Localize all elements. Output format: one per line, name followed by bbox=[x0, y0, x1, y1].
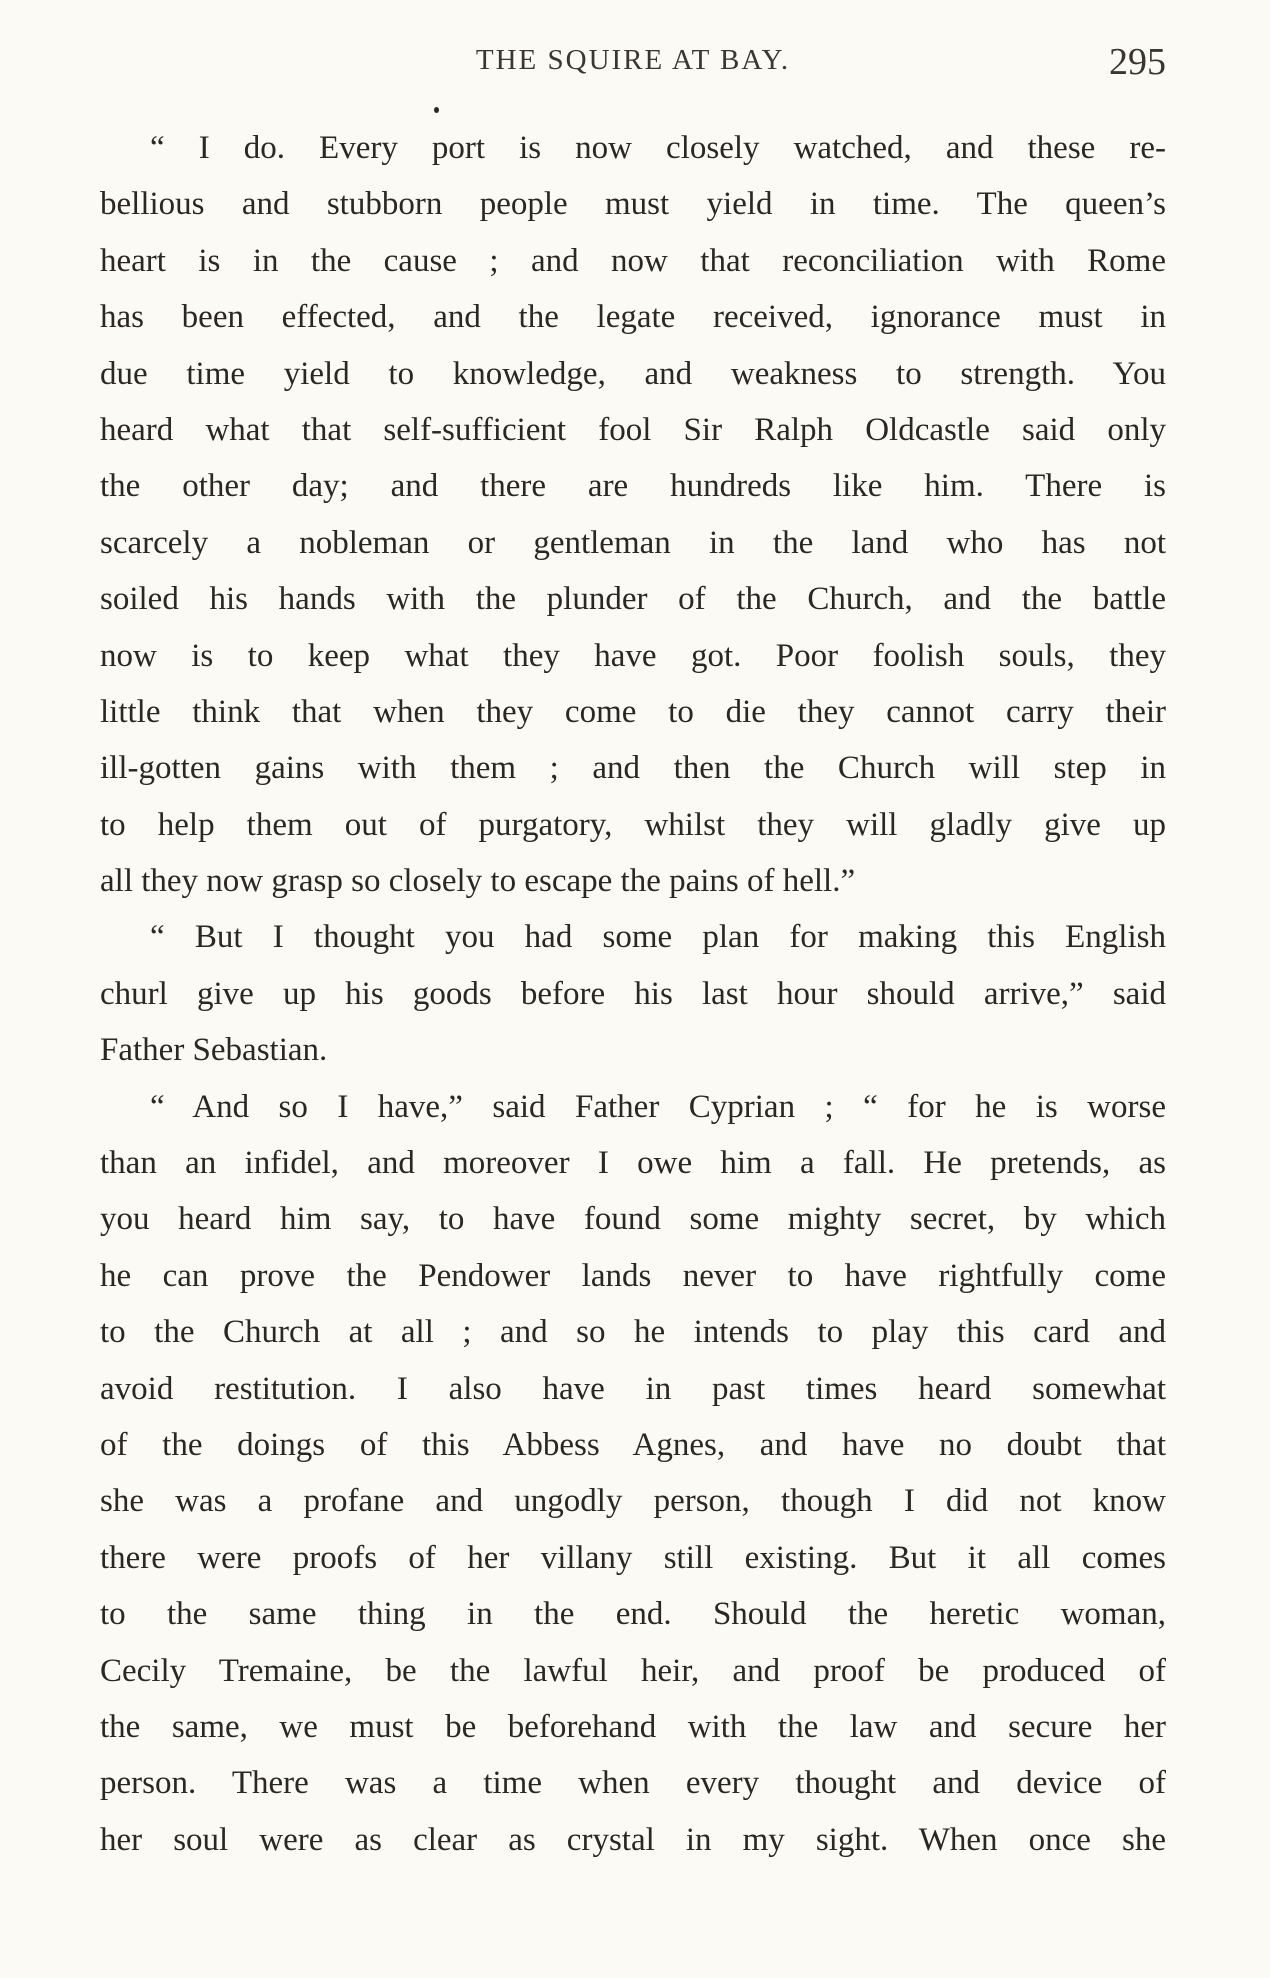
body-text bbox=[100, 120, 1166, 1868]
text-line: person. There was a time when every thought and device of bbox=[100, 1765, 1166, 1802]
text-line: now is to keep what they have got. Poor foolish souls, they bbox=[100, 637, 1166, 674]
text-line: you heard him say, to have found some mighty secret, by which bbox=[100, 1201, 1166, 1238]
text-line: her soul were as clear as crystal in my sight. When once she bbox=[100, 1821, 1166, 1858]
text-line: of the doings of this Abbess Agnes, and have no doubt that bbox=[100, 1426, 1166, 1463]
text-line: little think that when they come to die they cannot carry their bbox=[100, 693, 1166, 730]
text-line: avoid restitution. I also have in past times heard somewhat bbox=[100, 1370, 1166, 1407]
text-line: scarcely a nobleman or gentleman in the land who has not bbox=[100, 524, 1166, 561]
text-line: heard what that self-sufficient fool Sir Ralph Oldcastle said only bbox=[100, 411, 1166, 448]
text-line: Father Sebastian. bbox=[100, 1032, 328, 1069]
text-line: “ I do. Every port is now closely watched, and these re- bbox=[150, 130, 1166, 166]
text-line: soiled his hands with the plunder of the Church, and the battle bbox=[100, 581, 1166, 618]
text-line: there were proofs of her villany still existing. But it all comes bbox=[100, 1539, 1166, 1576]
running-title: THE SQUIRE AT BAY. bbox=[475, 44, 791, 76]
text-line: than an infidel, and moreover I owe him a fall. He pretends, as bbox=[100, 1145, 1166, 1182]
page-number: 295 bbox=[1109, 41, 1166, 83]
text-line: to help them out of purgatory, whilst they will gladly give up bbox=[100, 806, 1166, 843]
running-head bbox=[100, 40, 1166, 90]
text-line: bellious and stubborn people must yield in time. The queen’s bbox=[100, 186, 1166, 223]
text-line: the same, we must be beforehand with the law and secure her bbox=[100, 1708, 1166, 1745]
text-line: churl give up his goods before his last hour should arrive,” said bbox=[100, 975, 1166, 1012]
text-line: the other day; and there are hundreds like him. There is bbox=[100, 468, 1166, 505]
text-line: heart is in the cause ; and now that reconciliation with Rome bbox=[100, 242, 1166, 279]
text-line: he can prove the Pendower lands never to have rightfully come bbox=[100, 1257, 1166, 1294]
text-line: “ But I thought you had some plan for making this English bbox=[150, 919, 1166, 956]
text-line: all they now grasp so closely to escape the pains of hell.” bbox=[100, 863, 856, 900]
text-line: to the Church at all ; and so he intends to play this card and bbox=[100, 1314, 1166, 1351]
text-line: Cecily Tremaine, be the lawful heir, and proof be produced of bbox=[100, 1652, 1166, 1689]
text-line: has been effected, and the legate received, ignorance must in bbox=[100, 299, 1166, 336]
text-line: to the same thing in the end. Should the heretic woman, bbox=[100, 1596, 1166, 1633]
text-line: ill-gotten gains with them ; and then the Church will step in bbox=[100, 750, 1166, 787]
ink-speck bbox=[434, 107, 439, 113]
text-line: due time yield to knowledge, and weakness to strength. You bbox=[100, 355, 1166, 392]
text-line: she was a profane and ungodly person, though I did not know bbox=[100, 1483, 1166, 1520]
text-line: “ And so I have,” said Father Cyprian ; “ for he is worse bbox=[150, 1088, 1166, 1125]
